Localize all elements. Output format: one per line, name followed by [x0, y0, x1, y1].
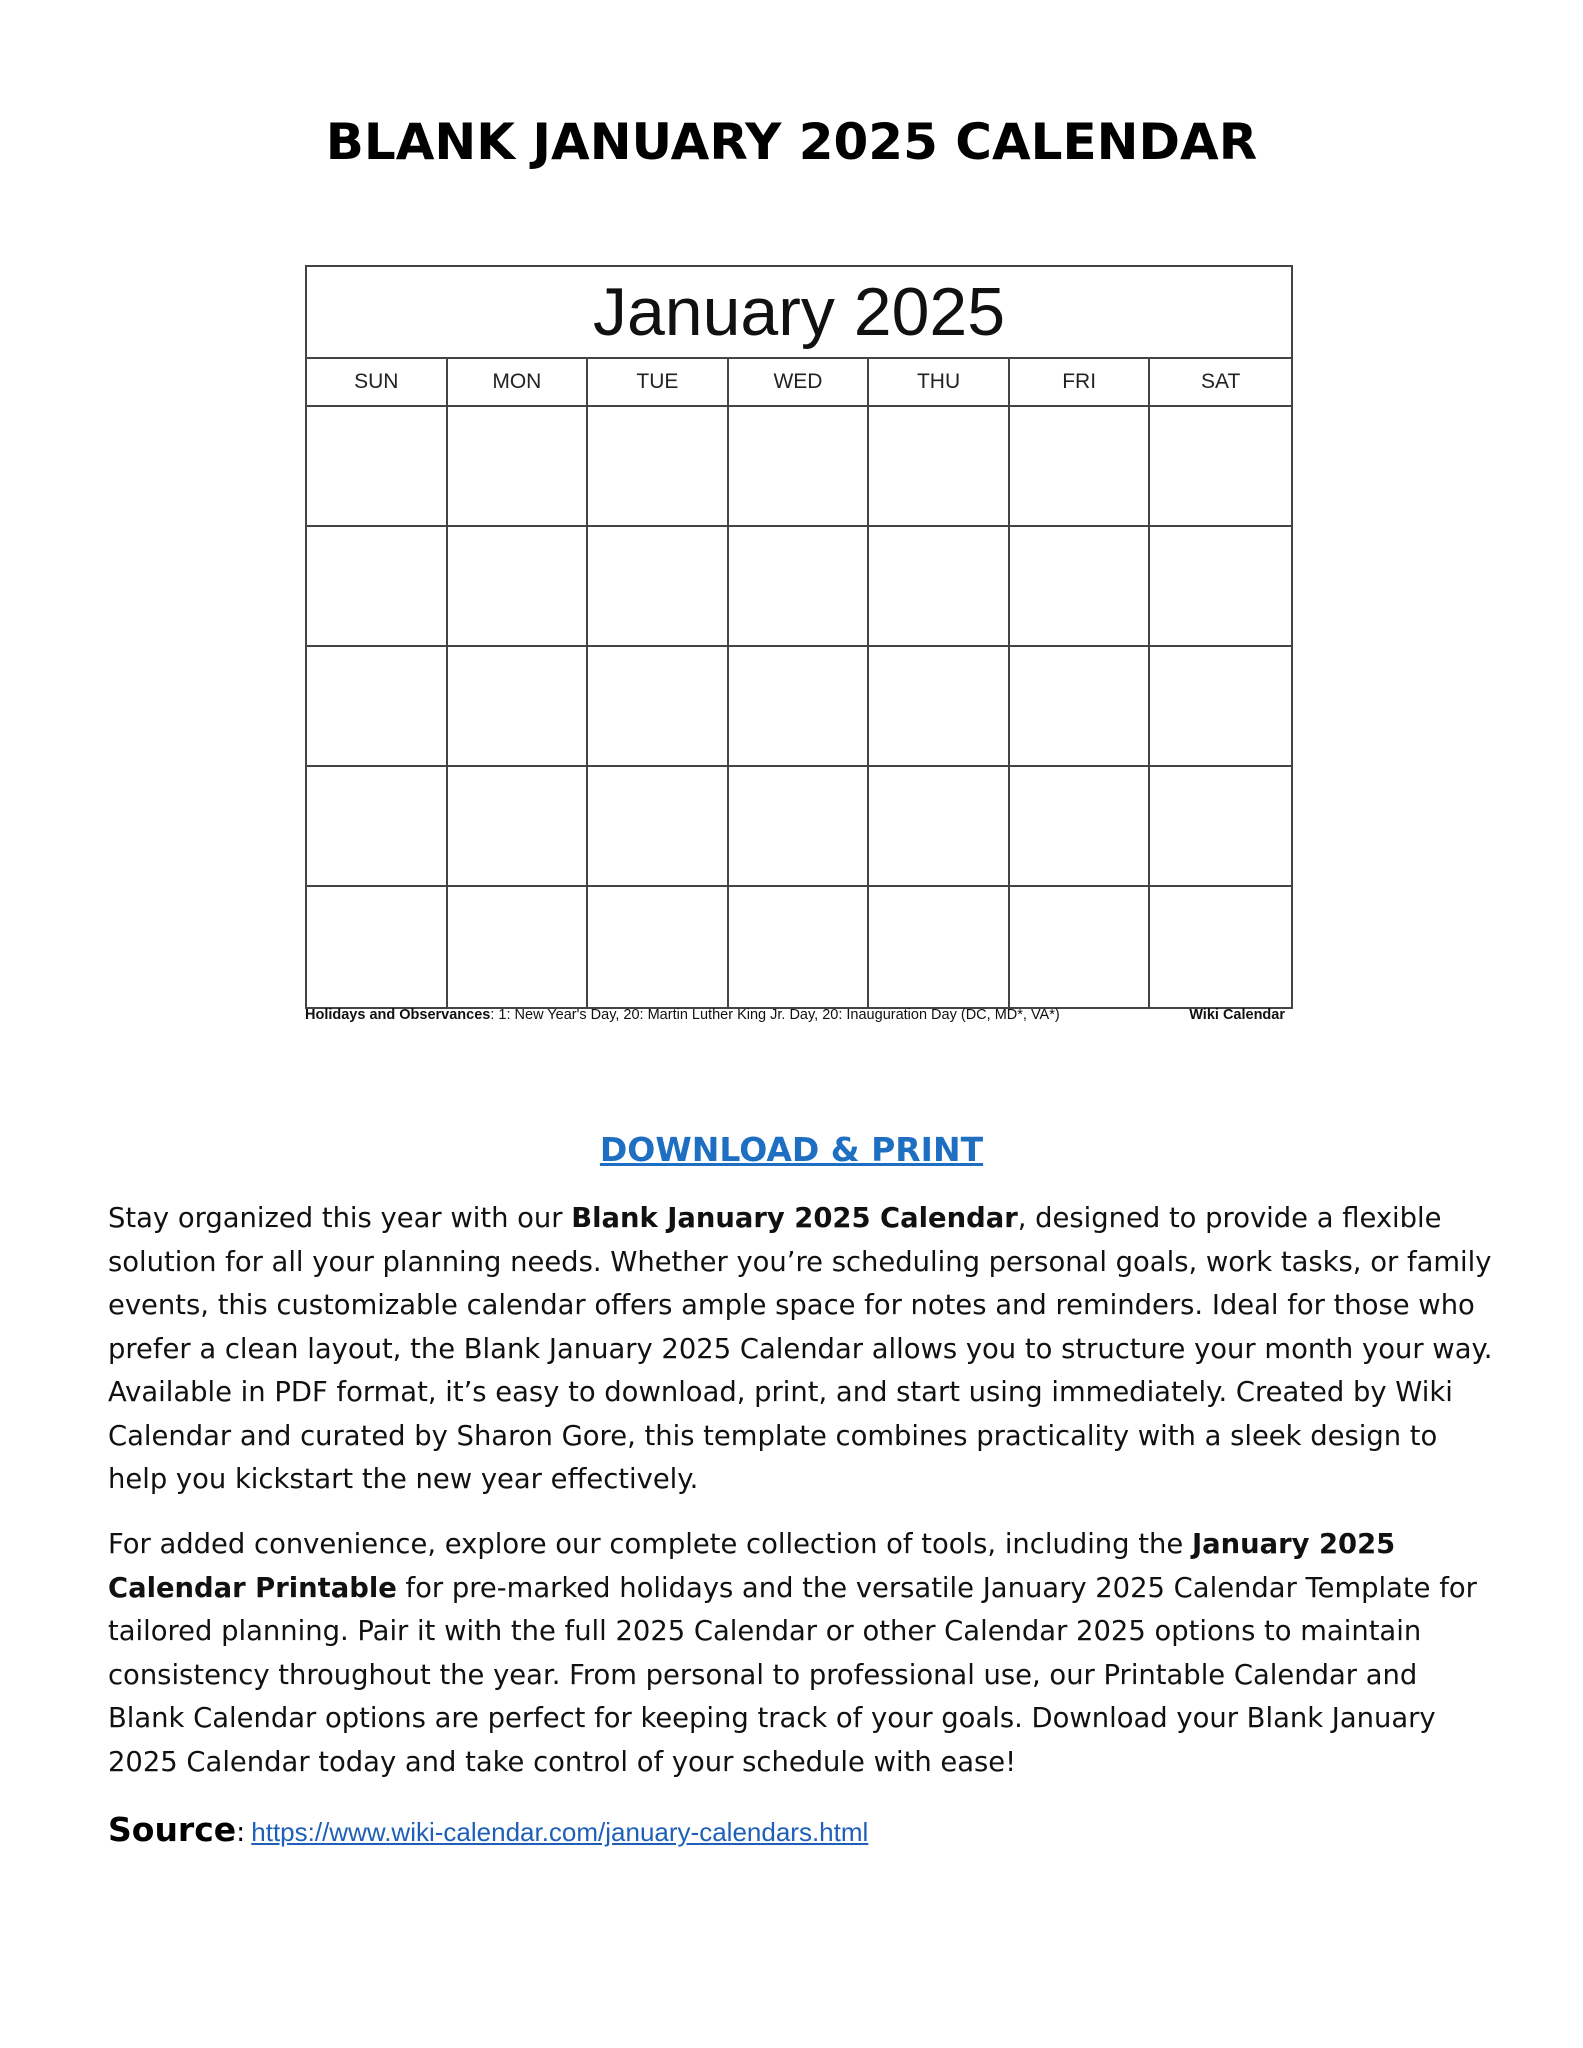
para2-bold: January 2025 Calendar Printable — [108, 1529, 1396, 1604]
calendar-week-row — [307, 647, 1291, 767]
calendar-day-cell — [1010, 647, 1151, 765]
calendar-day-cell — [448, 647, 589, 765]
calendar-weeks — [307, 407, 1291, 1007]
calendar-day-cell — [869, 887, 1010, 1007]
calendar-day-cell — [869, 647, 1010, 765]
calendar-day-cell — [1010, 767, 1151, 885]
calendar-day-cell — [1150, 767, 1291, 885]
description-paragraph-2 — [108, 1523, 1500, 1784]
calendar-day-cell — [869, 527, 1010, 645]
calendar-day-cell — [307, 647, 448, 765]
calendar-day-cell — [448, 527, 589, 645]
calendar-day-cell — [1010, 887, 1151, 1007]
calendar-day-cell — [1010, 407, 1151, 525]
calendar-day-cell — [588, 407, 729, 525]
calendar-day-cell — [307, 887, 448, 1007]
weekday-header-row — [307, 359, 1291, 407]
weekday-mon: MON — [448, 359, 589, 405]
source-line — [108, 1810, 868, 1849]
calendar-day-cell — [307, 527, 448, 645]
calendar-day-cell — [588, 647, 729, 765]
calendar-day-cell — [307, 767, 448, 885]
source-label: Source — [108, 1810, 237, 1849]
calendar-footer — [305, 1007, 1293, 1023]
calendar-day-cell — [1150, 527, 1291, 645]
holidays-text: : 1: New Year's Day, 20: Martin Luther King Jr. Day, 20: Inauguration Day (DC, MD*, VA*) — [490, 1007, 1060, 1023]
weekday-sun: SUN — [307, 359, 448, 405]
para1-rest: , designed to provide a flexible solution for all your planning needs. Whether you’re scheduling personal goals, work tasks, or family events, this customizable calendar offers ample space for notes and reminders. Ideal for those who prefer a clean layout, the Blank January 2025 Calendar allows you to structure your month your way. Available in PDF format, it’s easy to download, print, and start using immediately. Created by Wiki Calendar and curated by Sharon Gore, this template combines practicality with a sleek design to help you kickstart the new year effectively. — [108, 1203, 1493, 1495]
calendar-brand: Wiki Calendar — [1189, 1007, 1285, 1023]
calendar-day-cell — [1150, 887, 1291, 1007]
calendar-day-cell — [869, 407, 1010, 525]
para2-intro: For added convenience, explore our complete collection of tools, including the — [108, 1529, 1192, 1560]
download-print-container — [0, 1130, 1583, 1169]
para1-bold: Blank January 2025 Calendar — [571, 1203, 1018, 1234]
calendar-day-cell — [729, 767, 870, 885]
weekday-sat: SAT — [1201, 370, 1241, 393]
page-title: BLANK JANUARY 2025 CALENDAR — [325, 113, 1258, 171]
calendar-week-row — [307, 527, 1291, 647]
calendar-day-cell — [869, 767, 1010, 885]
calendar-day-cell — [588, 767, 729, 885]
holidays-label: Holidays and Observances — [305, 1007, 491, 1023]
weekday-tue: TUE — [588, 359, 729, 405]
weekday-thu: THU — [869, 359, 1010, 405]
calendar-week-row — [307, 407, 1291, 527]
calendar-grid — [305, 265, 1293, 1009]
calendar-day-cell — [448, 767, 589, 885]
weekday-wed: WED — [729, 359, 870, 405]
calendar-day-cell — [448, 407, 589, 525]
download-print-link[interactable]: DOWNLOAD & PRINT — [599, 1130, 984, 1169]
calendar-day-cell — [448, 887, 589, 1007]
weekday-fri: FRI — [1010, 359, 1151, 405]
calendar-day-cell — [1010, 527, 1151, 645]
calendar-month-title: January 2025 — [307, 267, 1291, 359]
source-url-link[interactable]: https://www.wiki-calendar.com/january-calendars.html — [251, 1817, 869, 1847]
para1-intro: Stay organized this year with our — [108, 1203, 572, 1234]
description-paragraph-1 — [108, 1197, 1500, 1502]
calendar-day-cell — [729, 527, 870, 645]
calendar-week-row — [307, 767, 1291, 887]
para2-rest: for pre-marked holidays and the versatile January 2025 Calendar Template for tailored planning. Pair it with the full 2025 Calendar or other Calendar 2025 options to maintain consistency throughout the year. From personal to professional use, our Printable Calendar and Blank Calendar options are perfect for keeping track of your goals. Download your Blank January 2025 Calendar today and take control of your schedule with ease! — [108, 1572, 1477, 1778]
calendar-week-row — [307, 887, 1291, 1007]
source-colon: : — [236, 1817, 246, 1848]
calendar-day-cell — [1150, 647, 1291, 765]
calendar-day-cell — [729, 647, 870, 765]
calendar-day-cell — [588, 527, 729, 645]
calendar-day-cell — [1150, 407, 1291, 525]
calendar-day-cell — [729, 407, 870, 525]
calendar-day-cell — [729, 887, 870, 1007]
calendar-day-cell — [588, 887, 729, 1007]
calendar-day-cell — [307, 407, 448, 525]
